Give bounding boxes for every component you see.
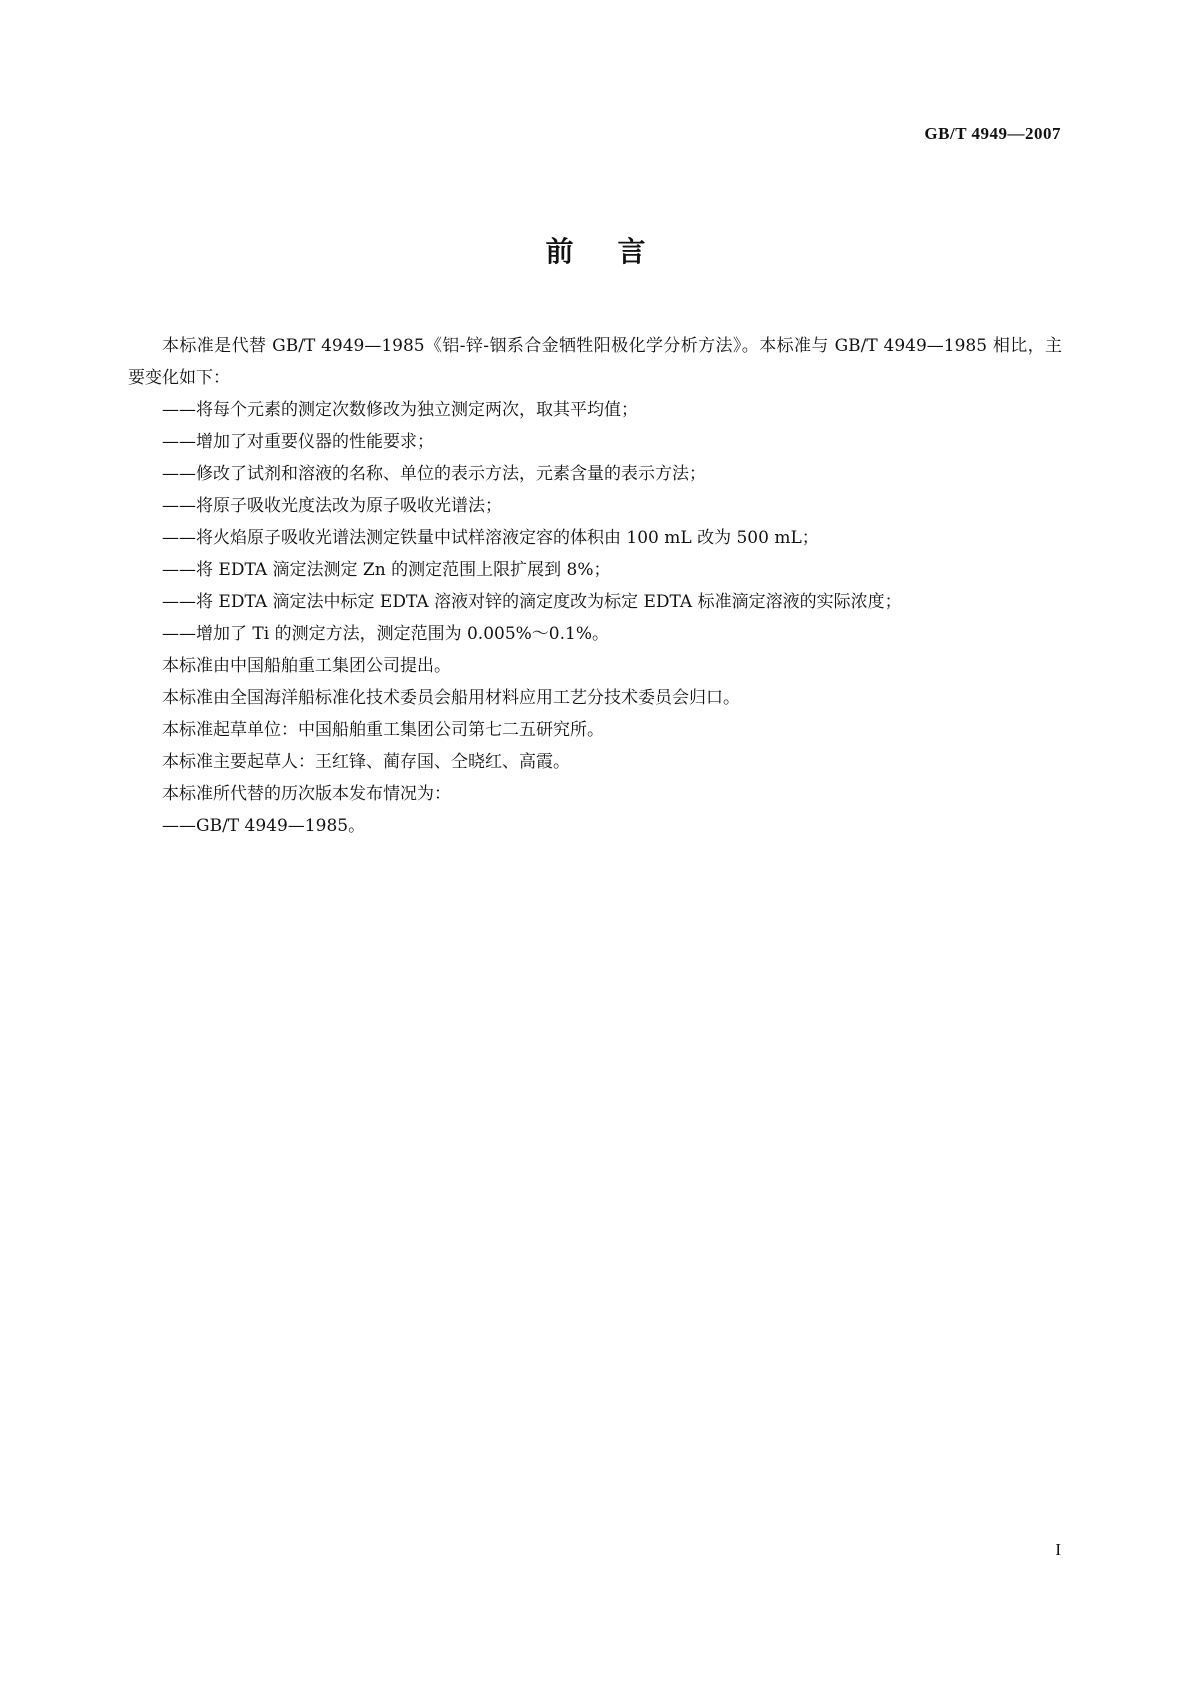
list-item: ——将 EDTA 滴定法测定 Zn 的测定范围上限扩展到 8%； <box>162 560 611 580</box>
committee-statement: 本标准由全国海洋船标准化技术委员会船用材料应用工艺分技术委员会归口。 <box>162 688 740 708</box>
page-title: 前言 <box>545 235 690 268</box>
document-body <box>128 330 1062 842</box>
list-item: ——将原子吸收光度法改为原子吸收光谱法； <box>162 496 502 516</box>
changes-list <box>128 394 1062 650</box>
list-item: ——将 EDTA 滴定法中标定 EDTA 溶液对锌的滴定度改为标定 EDTA 标准滴定溶液的实际浓度； <box>162 592 902 612</box>
page-number: I <box>1055 1540 1061 1559</box>
history-list <box>128 810 1062 842</box>
list-item: ——将火焰原子吸收光谱法测定铁量中试样溶液定容的体积由 100 mL 改为 500 mL； <box>162 528 819 548</box>
list-item: ——增加了 Ti 的测定方法，测定范围为 0.005%～0.1%。 <box>162 624 609 644</box>
standard-code: GB/T 4949—2007 <box>924 124 1061 143</box>
drafters-statement: 本标准主要起草人：王红锋、蔺存国、仝晓红、高霞。 <box>162 752 570 772</box>
list-item: ——修改了试剂和溶液的名称、单位的表示方法，元素含量的表示方法； <box>162 464 706 484</box>
intro-paragraph: 本标准是代替 GB/T 4949—1985《铝-锌-铟系合金牺牲阳极化学分析方法》。本标准与 GB/T 4949—1985 相比，主要变化如下： <box>128 336 1062 388</box>
list-item: ——GB/T 4949—1985。 <box>162 816 366 836</box>
drafting-unit-statement: 本标准起草单位：中国船舶重工集团公司第七二五研究所。 <box>162 720 604 740</box>
history-statement: 本标准所代替的历次版本发布情况为： <box>162 784 451 804</box>
list-item: ——增加了对重要仪器的性能要求； <box>162 432 434 452</box>
list-item: ——将每个元素的测定次数修改为独立测定两次，取其平均值； <box>162 400 638 420</box>
proposer-statement: 本标准由中国船舶重工集团公司提出。 <box>162 656 451 676</box>
